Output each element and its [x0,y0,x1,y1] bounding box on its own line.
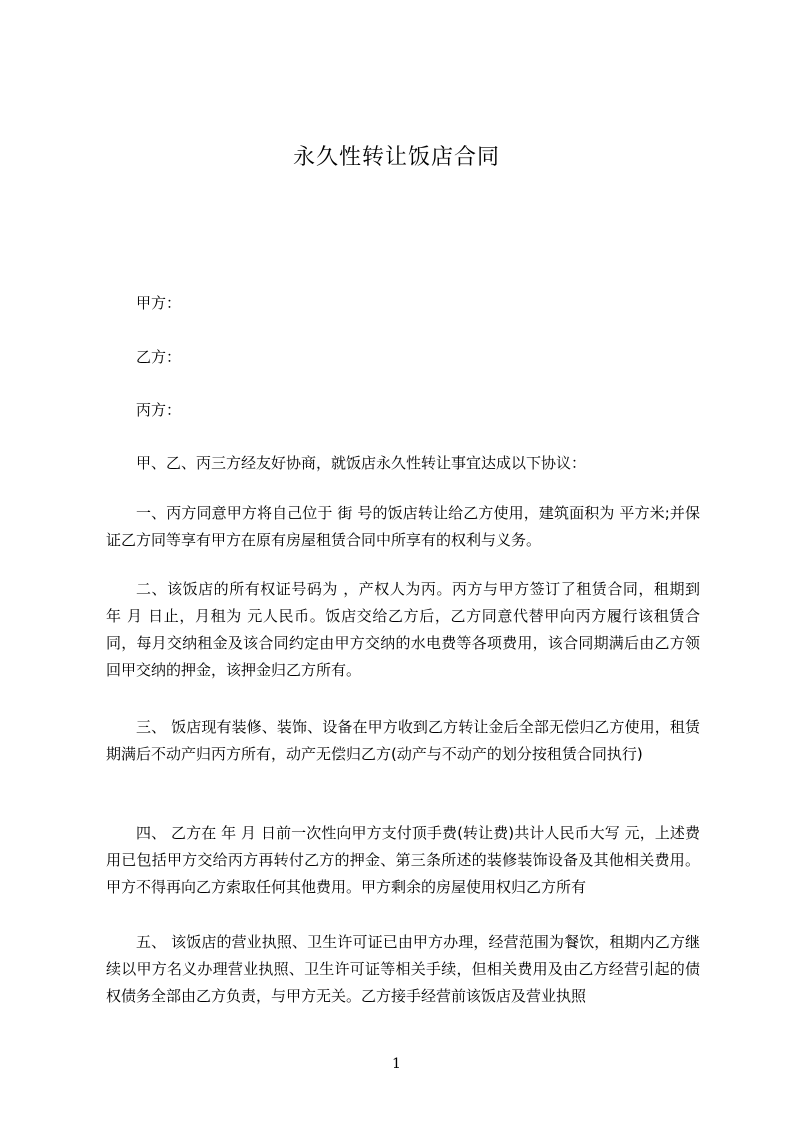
party-a-label: 甲方： [136,294,182,312]
party-b-label: 乙方： [136,348,182,366]
intro-paragraph: 甲、乙、丙三方经友好协商，就饭店永久性转让事宜达成以下协议： [136,454,587,472]
clause-4: 四、 乙方在 年 月 日前一次性向甲方支付顶手费(转让费)共计人民币大写 元，上述费用已包括甲方交给丙方再转付乙方的押金、第三条所述的装修装饰设备及其他相关费用。甲方不得再向乙方索取任何其他费用。甲方剩余的房屋使用权归乙方所有 [106,824,700,896]
document-title: 永久性转让饭店合同 [292,145,500,170]
clause-3: 三、 饭店现有装修、装饰、设备在甲方收到乙方转让金后全部无偿归乙方使用，租赁期满后不动产归丙方所有，动产无偿归乙方(动产与不动产的划分按租赁合同执行) [106,718,700,763]
clause-5: 五、 该饭店的营业执照、卫生许可证已由甲方办理，经营范围为餐饮，租期内乙方继续以甲方名义办理营业执照、卫生许可证等相关手续，但相关费用及由乙方经营引起的债权债务全部由乙方负责，与甲方无关。乙方接手经营前该饭店及营业执照 [106,933,700,1005]
page-number: 1 [392,1056,401,1072]
clause-2: 二、该饭店的所有权证号码为 ，产权人为丙。丙方与甲方签订了租赁合同，租期到 年 月 日止，月租为 元人民币。饭店交给乙方后，乙方同意代替甲向丙方履行该租赁合同，每月交纳租金及该合同约定由甲方交纳的水电费等各项费用，该合同期满后由乙方领回甲交纳的押金，该押金归乙方所有。 [106,580,700,679]
clause-1: 一、丙方同意甲方将自己位于 街 号的饭店转让给乙方使用，建筑面积为 平方米;并保证乙方同等享有甲方在原有房屋租赁合同中所享有的权利与义务。 [106,504,700,549]
party-c-label: 丙方： [136,401,182,419]
